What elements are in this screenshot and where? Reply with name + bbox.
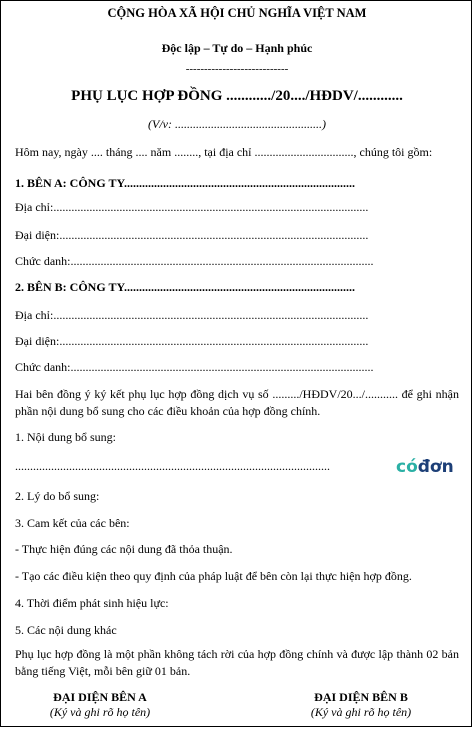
intro-line: Hôm nay, ngày .... tháng .... năm ........, tại địa chỉ ................................., chúng tôi gồm: [15,145,433,159]
item-3-point-a: - Thực hiện đúng các nội dung đã thỏa thuận. [15,542,233,556]
party-a-address: Địa chỉ:......................................................................................................... [15,200,369,214]
item-2-label: 2. Lý do bổ sung: [15,489,100,503]
party-b-position: Chức danh:..................................................................................................... [15,360,374,374]
document-subject: (V/v: .................................................) [148,117,326,131]
codon-logo-part-2: đơn [417,457,454,476]
header-separator: ---------------------------- [185,63,289,75]
signature-a-title: ĐẠI DIỆN BÊN A [53,690,147,704]
signature-b-title: ĐẠI DIỆN BÊN B [314,690,408,704]
codon-logo-text [396,457,454,476]
document-title: PHỤ LỤC HỢP ĐỒNG ............/20..../HĐDV/............ [71,88,403,104]
codon-logo [396,456,460,476]
party-b-representative: Đại diện:....................................................................................................... [15,334,369,348]
signature-a-note: (Ký và ghi rõ họ tên) [49,705,151,719]
item-1-label: 1. Nội dung bổ sung: [15,430,117,444]
item-5-label: 5. Các nội dung khác [15,623,117,637]
closing-paragraph: Phụ lục hợp đồng là một phần không tách rời của hợp đồng chính và được lập thành 02 bản bằng tiếng Việt, mỗi bên giữ 01 bản. [15,647,459,678]
party-b-address: Địa chỉ:......................................................................................................... [15,308,369,322]
motto: Độc lập – Tự do – Hạnh phúc [161,41,313,55]
signature-block-b [281,690,441,720]
agreement-paragraph: Hai bên đồng ý ký kết phụ lục hợp đồng dịch vụ số ........./HĐDV/20.../........... để ghi nhận phần nội dung bổ sung cho các điều khoản của hợp đồng chính. [15,387,459,418]
codon-logo-part-1: có [396,457,418,476]
party-a-heading: 1. BÊN A: CÔNG TY............................................................................. [15,176,356,190]
signature-block-a [20,690,180,720]
item-3-label: 3. Cam kết của các bên: [15,516,130,530]
signature-b-note: (Ký và ghi rõ họ tên) [310,705,412,719]
party-a-representative: Đại diện:....................................................................................................... [15,228,369,242]
item-1-dotted-line: ......................................................................................................... [15,459,330,473]
party-a-position: Chức danh:..................................................................................................... [15,254,374,268]
party-b-heading: 2. BÊN B: CÔNG TY............................................................................. [15,280,356,294]
national-title: CỘNG HÒA XÃ HỘI CHỦ NGHĨA VIỆT NAM [107,6,367,20]
item-4-label: 4. Thời điểm phát sinh hiệu lực: [15,596,169,610]
item-3-point-b: - Tạo các điều kiện theo quy định của pháp luật để bên còn lại thực hiện hợp đồng. [15,569,412,583]
